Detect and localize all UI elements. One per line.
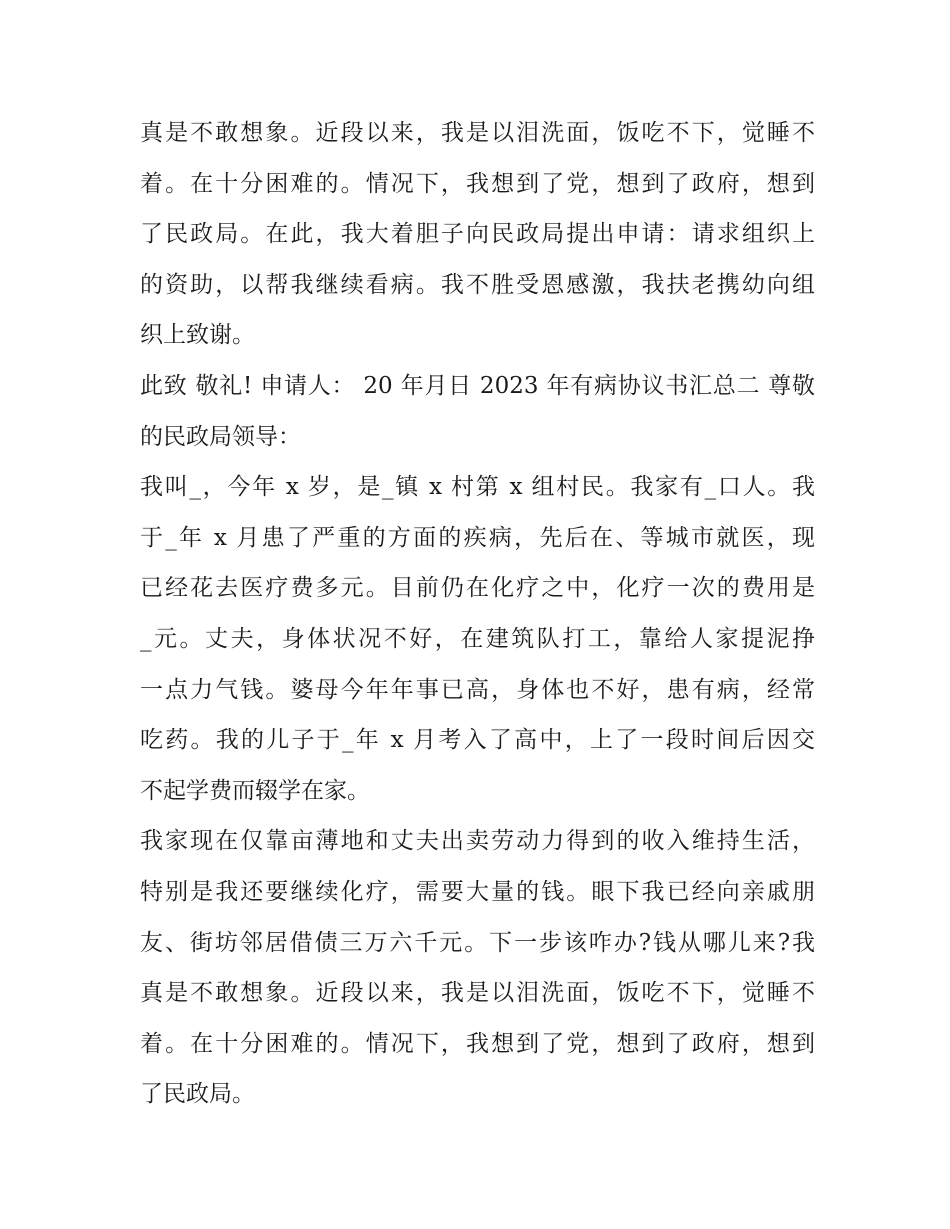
text-line: _元。丈夫，身体状况不好，在建筑队打工，靠给人家提泥挣	[140, 625, 815, 652]
text-line: 于_年 x 月患了严重的方面的疾病，先后在、等城市就医，现	[140, 524, 815, 551]
text-line: 我家现在仅靠亩薄地和丈夫出卖劳动力得到的收入维持生活，	[140, 828, 815, 855]
text-line: 我叫_，今年 x 岁，是_镇 x 村第 x 组村民。我家有_口人。我	[140, 474, 815, 501]
text-line: 了民政局。在此，我大着胆子向民政局提出申请：请求组织上	[140, 221, 815, 248]
text-line: 吃药。我的儿子于_年 x 月考入了高中，上了一段时间后因交	[140, 727, 815, 754]
text-line: 真是不敢想象。近段以来，我是以泪洗面，饭吃不下，觉睡不	[140, 980, 815, 1007]
text-line: 着。在十分困难的。情况下，我想到了党，想到了政府，想到	[140, 1030, 815, 1057]
text-line: 不起学费而辍学在家。	[140, 777, 370, 804]
text-line: 的资助，以帮我继续看病。我不胜受恩感激，我扶老携幼向组	[140, 271, 815, 298]
text-line: 了民政局。	[140, 1081, 255, 1108]
text-line: 着。在十分困难的。情况下，我想到了党，想到了政府，想到	[140, 170, 815, 197]
text-line: 特别是我还要继续化疗，需要大量的钱。眼下我已经向亲戚朋	[140, 878, 815, 905]
text-line: 已经花去医疗费多元。目前仍在化疗之中，化疗一次的费用是	[140, 575, 815, 602]
text-line: 的民政局领导：	[140, 423, 301, 450]
text-line: 一点力气钱。婆母今年年事已高，身体也不好，患有病，经常	[140, 676, 815, 703]
document-body	[140, 108, 815, 1120]
text-line: 此致 敬礼! 申请人： 20 年月日 2023 年有病协议书汇总二 尊敬	[140, 372, 815, 399]
text-line: 真是不敢想象。近段以来，我是以泪洗面，饭吃不下，觉睡不	[140, 120, 815, 146]
text-line: 织上致谢。	[140, 322, 255, 349]
text-line: 友、街坊邻居借债三万六千元。下一步该咋办?钱从哪儿来?我	[140, 929, 815, 956]
